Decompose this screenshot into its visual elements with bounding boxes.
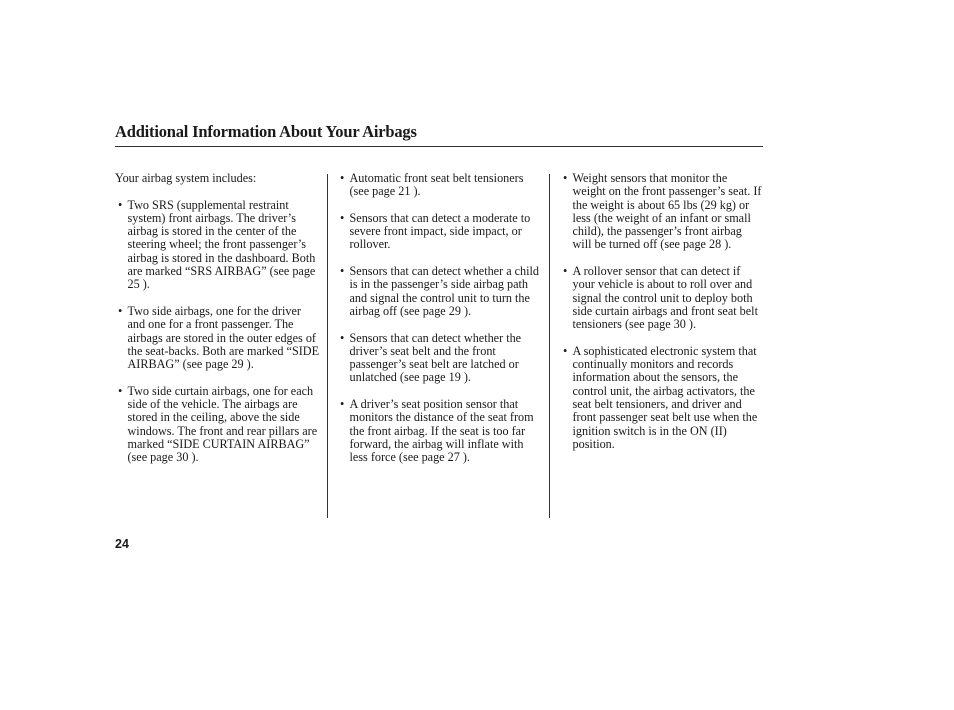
list-item-seat-belt-tensioners: • Automatic front seat belt tensioners (see page 21 ).	[337, 172, 541, 199]
column-2	[337, 172, 541, 478]
page-number: 24	[115, 537, 129, 551]
column-divider-2	[549, 174, 550, 518]
list-item-child-detection-sensors: • Sensors that can detect whether a child is in the passenger’s side airbag path and signal the control unit to turn the airbag off (see page 29 ).	[337, 265, 541, 318]
list-item-front-airbags: • Two SRS (supplemental restraint system) front airbags. The driver’s airbag is stored in the center of the steering wheel; the front passenger’s airbag is stored in the dashboard. Both are marked “SRS AIRBAG” (see page 25 ).	[115, 199, 320, 292]
list-item-rollover-sensor: • A rollover sensor that can detect if your vehicle is about to roll over and signal the control unit to deploy both side curtain airbags and front seat belt tensioners (see page 30 ).	[560, 265, 763, 331]
column-3	[560, 172, 763, 465]
column-divider-1	[327, 174, 328, 518]
list-item-side-curtain-airbags: • Two side curtain airbags, one for each side of the vehicle. The airbags are stored in the ceiling, above the side windows. The front and rear pillars are marked “SIDE CURTAIN AIRBAG” (see page 30 ).	[115, 385, 320, 465]
list-item-seat-belt-latch-sensors: • Sensors that can detect whether the driver’s seat belt and the front passenger’s seat belt are latched or unlatched (see page 19 ).	[337, 332, 541, 385]
intro-text: Your airbag system includes:	[115, 171, 257, 185]
list-item-impact-sensors: • Sensors that can detect a moderate to severe front impact, side impact, or rollover.	[337, 212, 541, 252]
list-item-seat-position-sensor: • A driver’s seat position sensor that monitors the distance of the seat from the front airbag. If the seat is too far forward, the airbag will inflate with less force (see page 27 ).	[337, 398, 541, 464]
page-title: Additional Information About Your Airbags	[115, 122, 417, 141]
column-1	[115, 172, 320, 478]
list-item-side-airbags: • Two side airbags, one for the driver and one for a front passenger. The airbags are stored in the outer edges of the seat-backs. Both are marked “SIDE AIRBAG” (see page 29 ).	[115, 305, 320, 371]
list-item-weight-sensors: • Weight sensors that monitor the weight on the front passenger’s seat. If the weight is about 65 lbs (29 kg) or less (the weight of an infant or small child), the passenger’s front airbag will be turned off (see page 28 ).	[560, 172, 763, 252]
title-divider	[115, 146, 763, 147]
list-item-electronic-system: • A sophisticated electronic system that continually monitors and records information about the sensors, the control unit, the airbag activators, the seat belt tensioners, and driver and front passenger seat belt use when the ignition switch is in the ON (II) position.	[560, 345, 763, 451]
